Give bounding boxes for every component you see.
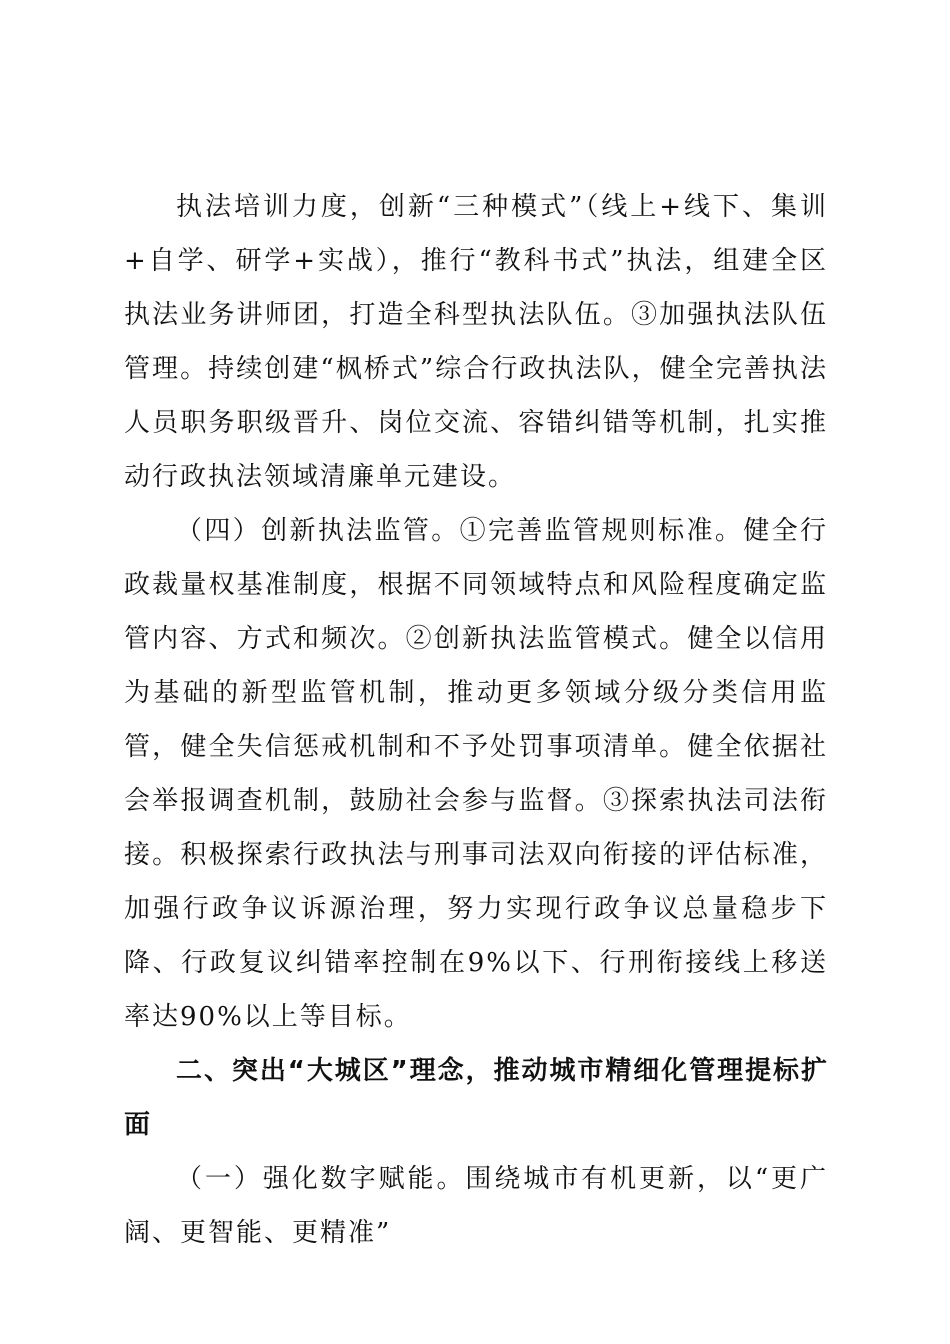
paragraph-enforcement-supervision: （四）创新执法监管。①完善监管规则标准。健全行政裁量权基准制度，根据不同领域特点和风险程度确定监管内容、方式和频次。②创新执法监管模式。健全以信用为基础的新型监管机制，推动更多领域分级分类信用监管，健全失信惩戒机制和不予处罚事项清单。健全依据社会举报调查机制，鼓励社会参与监督。③探索执法司法衔接。积极探索行政执法与刑事司法双向衔接的评估标准，加强行政争议诉源治理，努力实现行政争议总量稳步下降、行政复议纠错率控制在9%以下、行刑衔接线上移送率达90%以上等目标。 (124, 516, 828, 1032)
paragraph-enforcement-training: 执法培训力度，创新“三种模式”（线上+线下、集训+自学、研学+实战），推行“教科书式”执法，组建全区执法业务讲师团，打造全科型执法队伍。③加强执法队伍管理。持续创建“枫桥式”综合行政执法队，健全完善执法人员职务职级晋升、岗位交流、容错纠错等机制，扎实推动行政执法领域清廉单元建设。 (124, 192, 828, 492)
section-heading: 二、突出“大城区”理念，推动城市精细化管理提标扩面 (124, 1056, 828, 1140)
paragraph-digital-empowerment: （一）强化数字赋能。围绕城市有机更新，以“更广阔、更智能、更精准” (124, 1164, 828, 1248)
body-text (124, 180, 828, 1260)
